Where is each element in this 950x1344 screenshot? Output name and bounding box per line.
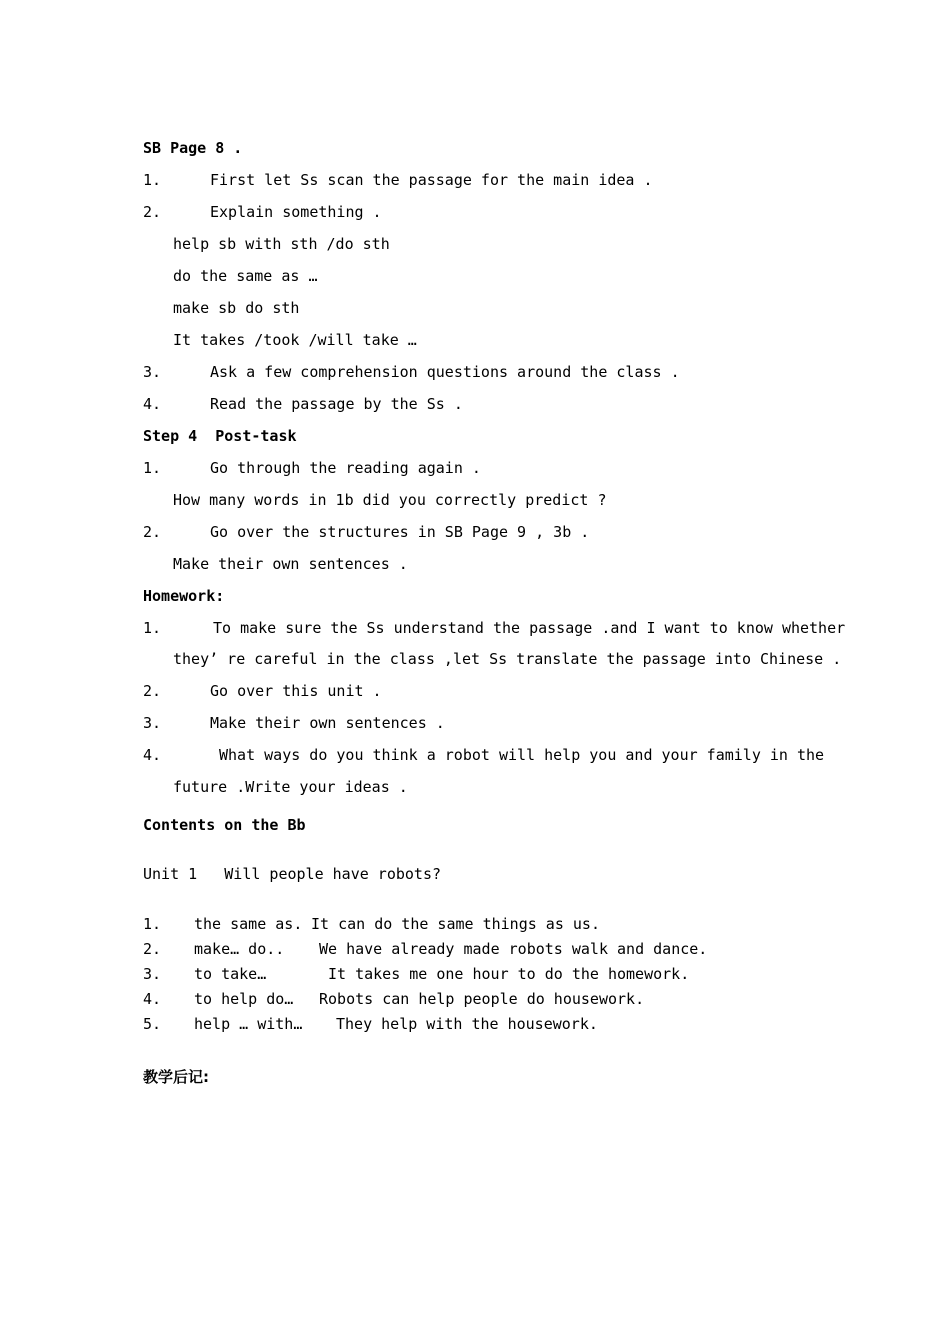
phrase-line: make sb do sth — [173, 299, 300, 317]
item-number: 4. — [143, 990, 162, 1008]
item-text: Ask a few comprehension questions around the class . — [210, 363, 680, 381]
item-text: Go through the reading again . — [210, 459, 481, 477]
item-text: What ways do you think a robot will help you and your family in the — [219, 746, 825, 764]
item-text: Make their own sentences . — [210, 714, 445, 732]
item-number: 1. — [143, 459, 162, 477]
phrase-line: It takes /took /will take … — [173, 331, 417, 349]
item-number: 2. — [143, 203, 162, 221]
item-number: 3. — [143, 714, 162, 732]
item-text: Go over the structures in SB Page 9 , 3b . — [210, 523, 590, 541]
item-number: 3. — [143, 965, 162, 983]
section-heading: Step 4 Post-task — [143, 427, 297, 445]
unit-title: Unit 1 Will people have robots? — [143, 865, 442, 883]
item-example: It can do the same things as us. — [311, 915, 600, 933]
item-text: To make sure the Ss understand the passage .and I want to know whether — [213, 619, 846, 637]
item-number: 2. — [143, 940, 162, 958]
item-phrase: to take… — [194, 965, 267, 983]
item-number: 3. — [143, 363, 162, 381]
item-phrase: make… do.. — [194, 940, 285, 958]
item-phrase: to help do… — [194, 990, 294, 1008]
sb-page-heading: SB Page 8 . — [143, 139, 243, 157]
item-text: Explain something . — [210, 203, 382, 221]
phrase-line: help sb with sth /do sth — [173, 235, 390, 253]
phrase-line: do the same as … — [173, 267, 318, 285]
item-number: 2. — [143, 523, 162, 541]
item-example: It takes me one hour to do the homework. — [328, 965, 690, 983]
homework-heading: Homework: — [143, 587, 225, 605]
item-example: Robots can help people do housework. — [319, 990, 645, 1008]
item-text: Go over this unit . — [210, 682, 382, 700]
item-number: 4. — [143, 395, 162, 413]
item-continuation: future .Write your ideas . — [173, 778, 408, 796]
item-number: 5. — [143, 1015, 162, 1033]
item-phrase: help … with… — [194, 1015, 303, 1033]
item-text: First let Ss scan the passage for the main idea . — [210, 171, 653, 189]
item-number: 1. — [143, 915, 162, 933]
afterword-heading: 教学后记: — [143, 1068, 209, 1086]
item-text: Read the passage by the Ss . — [210, 395, 463, 413]
item-number: 2. — [143, 682, 162, 700]
item-example: They help with the housework. — [336, 1015, 598, 1033]
item-example: We have already made robots walk and dance. — [319, 940, 708, 958]
item-phrase: the same as. — [194, 915, 303, 933]
item-number: 4. — [143, 746, 162, 764]
contents-heading: Contents on the Bb — [143, 816, 306, 834]
item-continuation: they’ re careful in the class ,let Ss translate the passage into Chinese . — [173, 650, 842, 668]
item-number: 1. — [143, 619, 162, 637]
item-number: 1. — [143, 171, 162, 189]
item-subtext: Make their own sentences . — [173, 555, 408, 573]
item-subtext: How many words in 1b did you correctly predict ? — [173, 491, 607, 509]
